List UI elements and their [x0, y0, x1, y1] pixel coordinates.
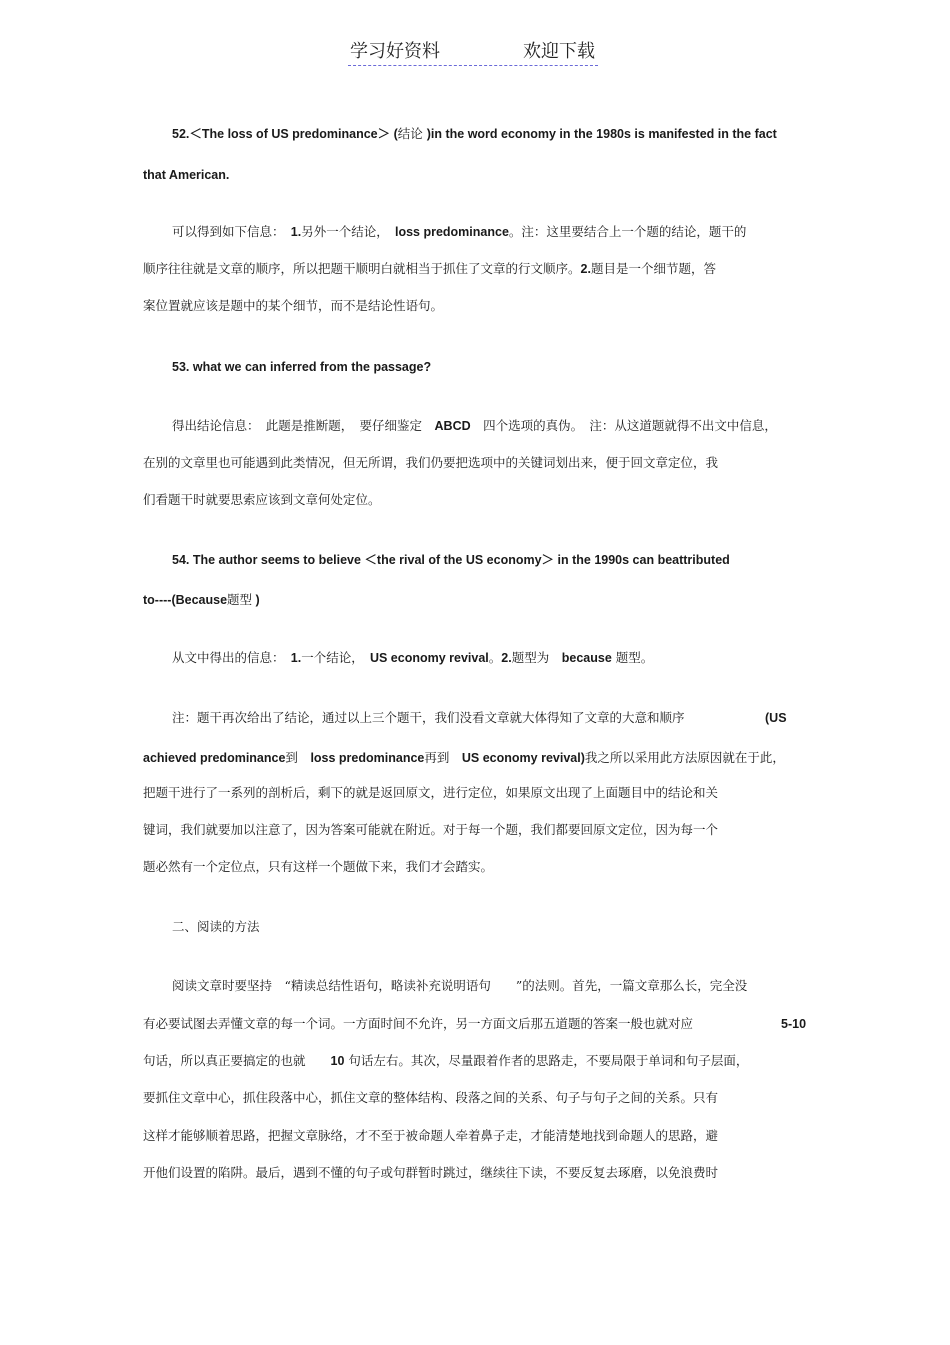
- text-segment: 案位置就应该是题中的某个细节，而不是结论性语句。: [143, 298, 444, 313]
- note-line-1: [172, 710, 685, 726]
- text-segment: 阅读文章时要坚持 “精读总结性语句，略读补充说明语句 ”的法则。首先，一篇文章那么长，完全没: [172, 978, 748, 993]
- text-segment: 要抓住文章中心，抓住段落中心，抓住文章的整体结构、段落之间的关系、句子与句子之间的关系。只有: [143, 1090, 719, 1105]
- analysis-54: [172, 650, 653, 666]
- text-segment: 句话，所以真正要搞定的也就: [143, 1053, 331, 1068]
- text-segment: 10: [330, 1054, 345, 1068]
- text-segment: 另外一个结论，: [301, 224, 395, 239]
- text-segment: 2.: [501, 651, 512, 665]
- analysis-53-line-2: [143, 455, 718, 471]
- text-segment: 题型为: [511, 650, 562, 665]
- note-line-1-right: (US: [765, 711, 787, 725]
- header-underline: [348, 65, 598, 66]
- text-segment: 。: [488, 650, 502, 665]
- question-53: [172, 359, 431, 375]
- text-segment: because: [561, 651, 612, 665]
- text-segment: 到: [285, 750, 311, 765]
- text-segment: 题目是一个细节题，答: [590, 261, 716, 276]
- note-line-5: [143, 859, 493, 875]
- text-segment: loss predominance: [394, 225, 509, 239]
- analysis-53-line-1: [172, 418, 777, 434]
- text-segment: 52.＜The loss of US predominance＞ (: [172, 127, 398, 141]
- text-segment: 我之所以采用此方法原因就在于此，: [584, 750, 785, 765]
- note-line-4: [143, 822, 718, 838]
- analysis-52-line-1: [172, 224, 746, 240]
- text-segment: 有必要试图去弄懂文章的每一个词。一方面时间不允许，另一方面文后那五道题的答案一般也就对应: [143, 1016, 694, 1031]
- method-line-6: [143, 1165, 718, 1181]
- analysis-52-line-2: [143, 261, 716, 277]
- page-header: [348, 40, 598, 66]
- text-segment: 二、阅读的方法: [172, 919, 260, 934]
- text-segment: )in the word economy in the 1980s is manifested in the fact: [426, 127, 777, 141]
- text-segment: 再到: [424, 750, 462, 765]
- text-segment: US economy revival): [461, 751, 585, 765]
- text-segment: 题型: [227, 592, 253, 607]
- text-segment: 顺序往往就是文章的顺序，所以把题干顺明白就相当于抓住了文章的行文顺序。: [143, 261, 581, 276]
- text-segment: 们看题干时就要思索应该到文章何处定位。: [143, 492, 381, 507]
- header-right-text: 欢迎下载: [523, 41, 595, 62]
- section-heading: [172, 919, 260, 935]
- method-line-1: [172, 978, 747, 994]
- text-segment: 注：题干再次给出了结论，通过以上三个题干，我们没看文章就大体得知了文章的大意和顺序: [172, 710, 685, 725]
- text-segment: 54. The author seems to believe ＜the rival of the US economy＞ in the 1990s can beattributed: [172, 553, 730, 567]
- question-52-line-2: [143, 167, 229, 183]
- analysis-52-line-3: [143, 298, 443, 314]
- text-segment: 可以得到如下信息：: [172, 224, 291, 239]
- text-segment: to----(Because: [143, 593, 228, 607]
- text-segment: ABCD: [434, 419, 471, 433]
- header-left-text: 学习好资料: [350, 41, 440, 62]
- text-segment: 一个结论，: [301, 650, 370, 665]
- text-segment: loss predominance: [310, 751, 425, 765]
- method-line-2-right: 5-10: [781, 1017, 807, 1031]
- text-segment: 句话左右。其次，尽量跟着作者的思路走，不要局限于单词和句子层面，: [344, 1053, 749, 1068]
- note-line-2: [143, 750, 785, 766]
- text-segment: 从文中得出的信息：: [172, 650, 291, 665]
- text-segment: 结论: [397, 126, 427, 141]
- text-segment: that American.: [143, 168, 230, 182]
- text-segment: 题必然有一个定位点，只有这样一个题做下来，我们才会踏实。: [143, 859, 494, 874]
- question-54-line-2: [143, 592, 260, 608]
- text-segment: 在别的文章里也可能遇到此类情况，但无所谓，我们仍要把选项中的关键词划出来，便于回文章定位，我: [143, 455, 719, 470]
- method-line-3: [143, 1053, 748, 1069]
- text-segment: achieved predominance: [143, 751, 286, 765]
- text-segment: 。注：这里要结合上一个题的结论，题干的: [508, 224, 747, 239]
- method-line-5: [143, 1128, 718, 1144]
- text-segment: 四个选项的真伪。 注：从这道题就得不出文中信息，: [470, 418, 777, 433]
- text-segment: ): [252, 593, 260, 607]
- text-segment: 得出结论信息： 此题是推断题， 要仔细鉴定: [172, 418, 435, 433]
- method-line-2: [143, 1016, 693, 1032]
- text-segment: 题型。: [611, 650, 654, 665]
- text-segment: 开他们设置的陷阱。最后，遇到不懂的句子或句群暂时跳过，继续往下读，不要反复去琢磨，以免浪费时: [143, 1165, 719, 1180]
- question-52-line-1: [172, 126, 777, 142]
- text-segment: 1.: [290, 651, 302, 665]
- text-segment: US economy revival: [369, 651, 489, 665]
- analysis-53-line-3: [143, 492, 381, 508]
- text-segment: 1.: [290, 225, 302, 239]
- text-segment: 把题干进行了一系列的剖析后，剩下的就是返回原文，进行定位，如果原文出现了上面题目中的结论和关: [143, 785, 719, 800]
- text-segment: 53. what we can inferred from the passage?: [172, 360, 432, 374]
- text-segment: 这样才能够顺着思路，把握文章脉络，才不至于被命题人牵着鼻子走，才能清楚地找到命题人的思路，避: [143, 1128, 719, 1143]
- question-54-line-1: [172, 552, 730, 568]
- note-line-3: [143, 785, 718, 801]
- text-segment: 2.: [580, 262, 591, 276]
- method-line-4: [143, 1090, 718, 1106]
- text-segment: 键词，我们就要加以注意了，因为答案可能就在附近。对于每一个题，我们都要回原文定位，因为每一个: [143, 822, 719, 837]
